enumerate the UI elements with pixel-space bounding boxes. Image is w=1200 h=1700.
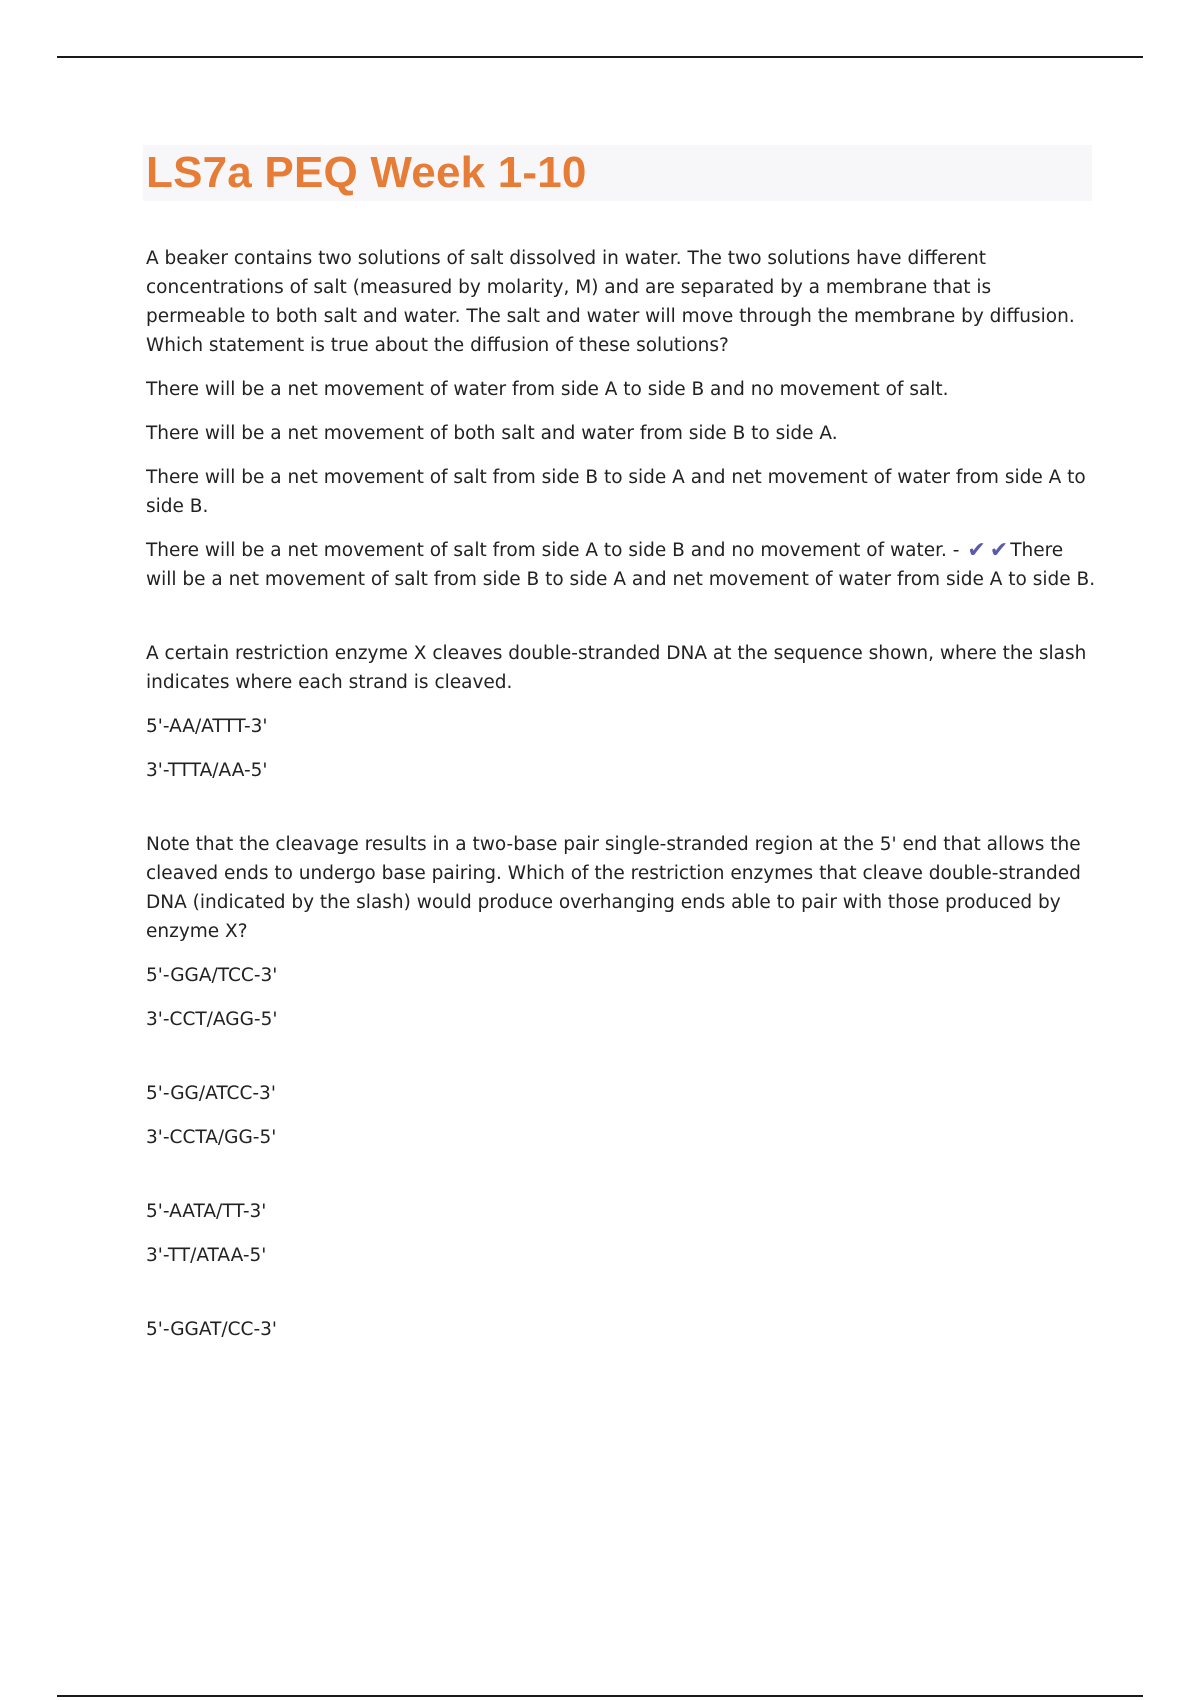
enzyme-x-bottom-strand: 3'-TTTA/AA-5' [146, 760, 268, 781]
question-1-option-3: There will be a net movement of salt from side B to side A and net movement of water from side A to side B. [146, 467, 1086, 517]
question-1-prompt: A beaker contains two solutions of salt dissolved in water. The two solutions have different concentrations of salt (measured by molarity, M) and are separated by a membrane that is permeable to both salt and water. The salt and water will move through the membrane by diffusion. Which statement is true about the diffusion of these solutions? [146, 248, 1075, 356]
choice-4-top-strand: 5'-GGAT/CC-3' [146, 1319, 277, 1340]
top-rule [57, 56, 1143, 58]
check-icon: ✔ [967, 538, 986, 563]
question-1-option-2: There will be a net movement of both salt and water from side B to side A. [146, 423, 838, 444]
question-1-option-1: There will be a net movement of water from side A to side B and no movement of salt. [146, 379, 949, 400]
choice-1-bottom-strand: 3'-CCT/AGG-5' [146, 1009, 278, 1030]
bottom-rule [57, 1695, 1143, 1697]
question-1-answer: There will be a net movement of salt from side B to side A and net movement of water from side A to side B. [146, 540, 1096, 590]
choice-2-top-strand: 5'-GG/ATCC-3' [146, 1083, 276, 1104]
question-2-note: Note that the cleavage results in a two-base pair single-stranded region at the 5' end that allows the cleaved ends to undergo base pairing. Which of the restriction enzymes that cleave double-stranded DNA (indicated by the slash) would produce overhanging ends able to pair with those produced by enzyme X? [146, 834, 1081, 942]
document-body [146, 244, 1096, 1359]
enzyme-x-top-strand: 5'-AA/ATTT-3' [146, 716, 268, 737]
question-2-prompt: A certain restriction enzyme X cleaves double-stranded DNA at the sequence shown, where the slash indicates where each strand is cleaved. [146, 643, 1087, 693]
question-1-option-4-with-answer [146, 536, 1096, 594]
document-title: LS7a PEQ Week 1-10 [146, 148, 587, 197]
spacer [146, 1167, 1096, 1197]
spacer [146, 800, 1096, 830]
check-icon: ✔ [989, 538, 1009, 563]
choice-2-bottom-strand: 3'-CCTA/GG-5' [146, 1127, 277, 1148]
choice-1-top-strand: 5'-GGA/TCC-3' [146, 965, 278, 986]
question-1-option-4: There will be a net movement of salt from side A to side B and no movement of water. - [146, 540, 960, 561]
choice-3-bottom-strand: 3'-TT/ATAA-5' [146, 1245, 267, 1266]
spacer [146, 1285, 1096, 1315]
choice-3-top-strand: 5'-AATA/TT-3' [146, 1201, 267, 1222]
spacer [146, 1049, 1096, 1079]
spacer [146, 609, 1096, 639]
